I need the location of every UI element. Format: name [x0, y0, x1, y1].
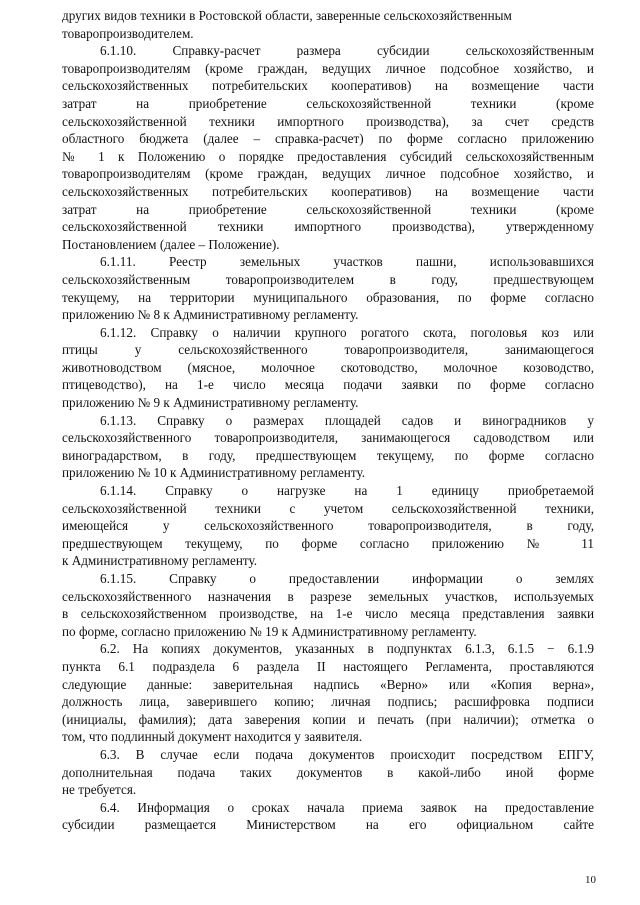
- text-line: приложению № 10 к Административному регламенту.: [62, 465, 366, 481]
- body-text: [62, 7, 594, 834]
- text-line: 6.1.11. Реестр земельных участков пашни, использовавшихся: [100, 254, 594, 270]
- text-line: дополнительная подача таких документов в какой-либо иной форме: [62, 764, 594, 780]
- text-line: Постановлением (далее – Положение).: [62, 236, 280, 252]
- text-line: товаропроизводителем.: [62, 25, 194, 41]
- text-line: имеющейся у сельскохозяйственного товаропроизводителя, в году,: [62, 518, 594, 534]
- text-line: 6.4. Информация о сроках начала приема заявок на предоставление: [100, 799, 594, 815]
- text-line: сельскохозяйственного назначения в разрезе земельных участков, используемых: [62, 588, 594, 604]
- text-line: текущему, на территории муниципального образования, по форме согласно: [62, 289, 594, 305]
- text-line: предшествующем текущему, по форме согласно приложению № 11: [62, 535, 594, 551]
- text-line: приложению № 9 к Административному регламенту.: [62, 395, 359, 411]
- text-line: 6.1.12. Справку о наличии крупного рогатого скота, поголовья коз или: [100, 324, 594, 340]
- text-line: сельскохозяйственным товаропроизводителем в году, предшествующем: [62, 271, 594, 287]
- text-line: в сельскохозяйственном производстве, на 1-е число месяца представления заявки: [62, 606, 594, 622]
- text-line: пункта 6.1 подраздела 6 раздела II настоящего Регламента, проставляются: [62, 658, 594, 674]
- text-line: сельскохозяйственных потребительских кооперативов) на возмещение части: [62, 183, 594, 199]
- text-line: 6.1.13. Справку о размерах площадей садов и виноградников у: [100, 412, 594, 428]
- text-line: затрат на приобретение сельскохозяйственной техники (кроме: [62, 201, 594, 217]
- text-line: по форме, согласно приложению № 19 к Административному регламенту.: [62, 623, 477, 639]
- text-line: 6.3. В случае если подача документов происходит посредством ЕПГУ,: [100, 746, 594, 762]
- text-line: 6.1.14. Справку о нагрузке на 1 единицу приобретаемой: [100, 483, 594, 499]
- text-line: сельскохозяйственной техники импортного производства), утвержденному: [62, 219, 594, 235]
- text-line: субсидии размещается Министерством на его официальном сайте: [62, 817, 594, 833]
- text-line: не требуется.: [62, 782, 137, 798]
- text-line: товаропроизводителям (кроме граждан, ведущих личное подсобное хозяйство, и: [62, 60, 594, 76]
- text-line: сельскохозяйственных потребительских кооперативов) на возмещение части: [62, 78, 594, 94]
- text-line: к Административному регламенту.: [62, 553, 258, 569]
- text-line: виноградарством, в году, предшествующем текущему, по форме согласно: [62, 447, 594, 463]
- text-line: сельскохозяйственного товаропроизводителя, занимающегося садоводством или: [62, 430, 594, 446]
- page-number: 10: [585, 874, 596, 886]
- text-line: сельскохозяйственной техники импортного производства), за счет средств: [62, 113, 594, 129]
- text-line: птицеводство), на 1-е число месяца подачи заявки по форме согласно: [62, 377, 594, 393]
- text-line: птицы у сельскохозяйственного товаропроизводителя, занимающегося: [62, 342, 594, 358]
- text-line: сельскохозяйственной техники с учетом сельскохозяйственной техники,: [62, 500, 594, 516]
- text-line: (инициалы, фамилия); дата заверения копии и печать (при наличии); отметка о: [62, 711, 594, 727]
- text-line: 6.2. На копиях документов, указанных в подпунктах 6.1.3, 6.1.5 − 6.1.9: [100, 641, 594, 657]
- text-line: других видов техники в Ростовской области, заверенные сельскохозяйственным: [62, 8, 512, 23]
- text-line: товаропроизводителям (кроме граждан, ведущих личное подсобное хозяйство, и: [62, 166, 594, 182]
- text-line: следующие данные: заверительная надпись «Верно» или «Копия верна»,: [62, 676, 594, 692]
- text-line: животноводством (мясное, молочное скотоводство, молочное козоводство,: [62, 359, 594, 375]
- text-line: 6.1.15. Справку о предоставлении информации о землях: [100, 571, 594, 586]
- text-line: 6.1.10. Справку-расчет размера субсидии сельскохозяйственным: [100, 43, 594, 59]
- text-line: том, что подлинный документ находится у заявителя.: [62, 729, 363, 745]
- text-line: приложению № 8 к Административному регламенту.: [62, 307, 359, 323]
- text-line: должность лица, заверившего копию; личная подпись; расшифровка подписи: [62, 694, 594, 710]
- text-line: № 1 к Положению о порядке предоставления субсидий сельскохозяйственным: [62, 148, 594, 164]
- text-line: областного бюджета (далее – справка-расчет) по форме согласно приложению: [62, 131, 594, 147]
- text-line: затрат на приобретение сельскохозяйственной техники (кроме: [62, 95, 594, 111]
